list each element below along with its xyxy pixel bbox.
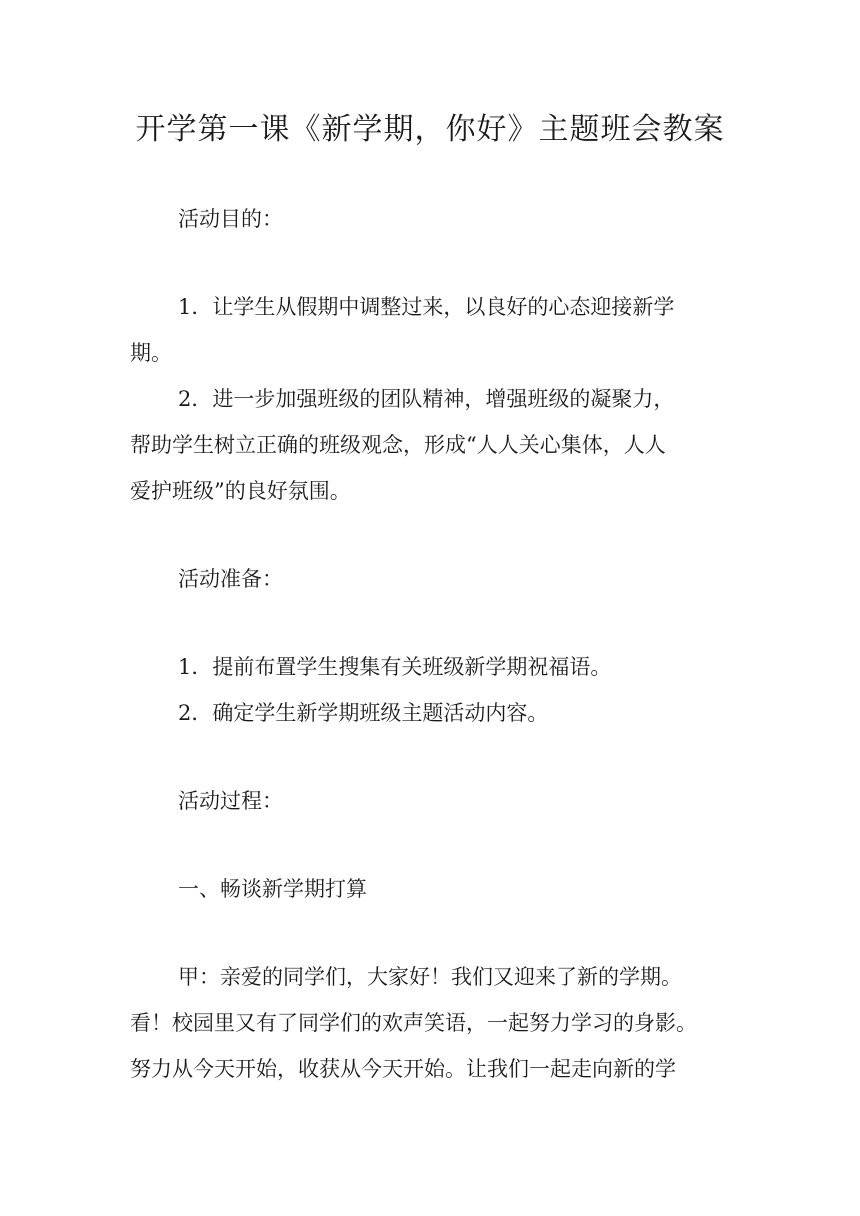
prep-item-2: 2．确定学生新学期班级主题活动内容。	[178, 701, 549, 725]
goal-item-2-line-2: 帮助学生树立正确的班级观念，形成“人人关心集体，人人	[130, 433, 666, 457]
speech-line-2: 看！校园里又有了同学们的欢声笑语，一起努力学习的身影。	[130, 1011, 697, 1035]
speech-line-3: 努力从今天开始，收获从今天开始。让我们一起走向新的学	[130, 1057, 676, 1081]
goal-item-2-line-3: 爱护班级”的良好氛围。	[130, 479, 351, 503]
prep-item-1: 1．提前布置学生搜集有关班级新学期祝福语。	[178, 655, 612, 679]
document-title: 开学第一课《新学期，你好》主题班会教案	[135, 112, 725, 147]
speech-line-1: 甲：亲爱的同学们，大家好！我们又迎来了新的学期。	[178, 965, 682, 989]
goal-item-2-line-1: 2．进一步加强班级的团队精神，增强班级的凝聚力，	[178, 387, 675, 411]
section-heading-activity-process: 活动过程：	[178, 789, 283, 813]
part-1-heading: 一、畅谈新学期打算	[178, 877, 367, 901]
section-heading-activity-prep: 活动准备：	[178, 567, 283, 591]
section-heading-activity-goal: 活动目的：	[178, 207, 283, 231]
goal-item-1-line-1: 1．让学生从假期中调整过来，以良好的心态迎接新学	[178, 295, 675, 319]
goal-item-1-line-2: 期。	[130, 341, 172, 365]
